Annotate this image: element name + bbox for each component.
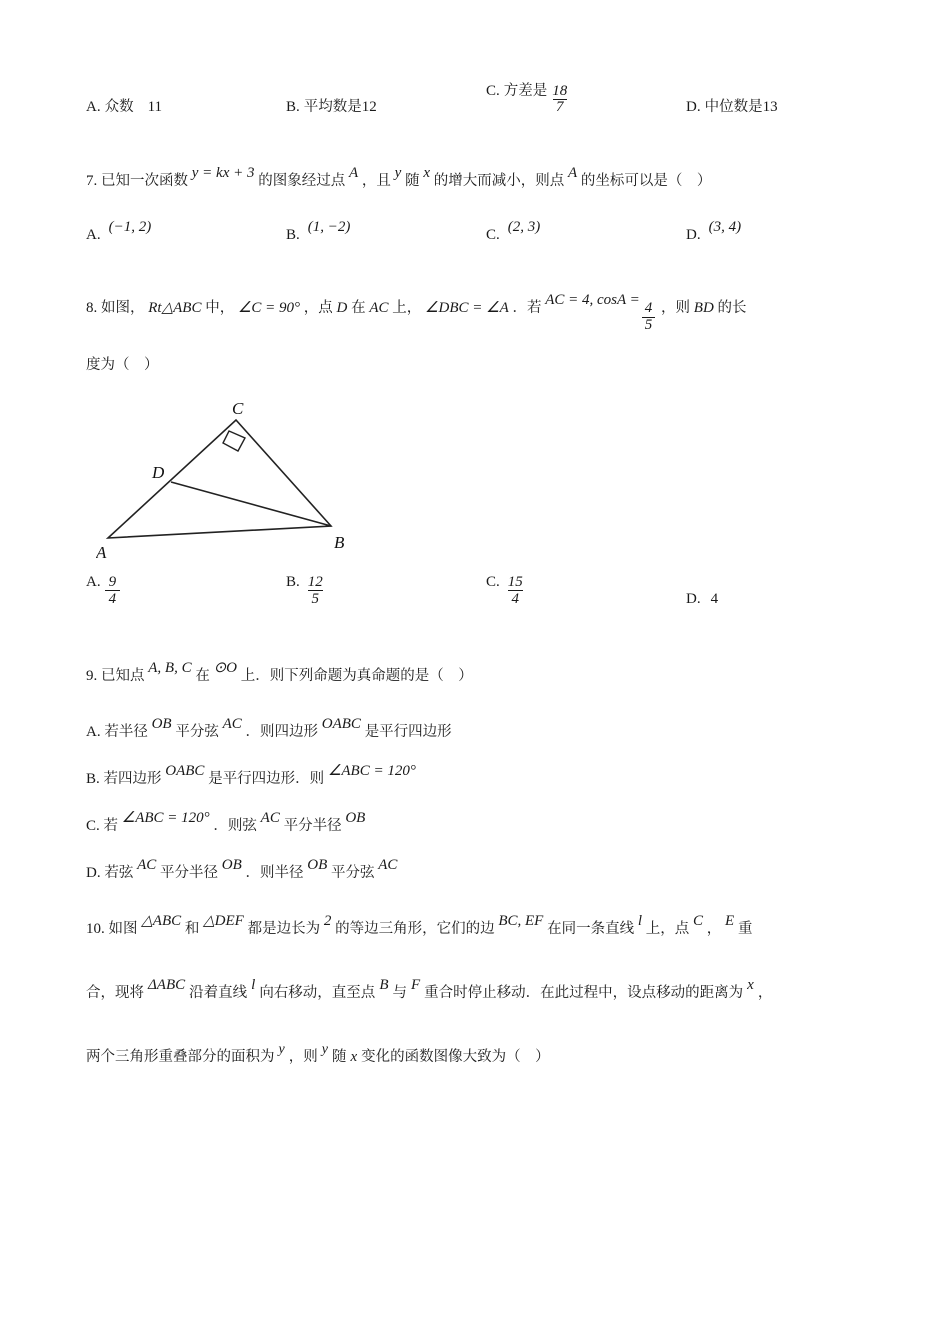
q9-option-d-label: D. xyxy=(86,864,101,881)
q9-option-d-t4: 平分弦 xyxy=(331,864,375,881)
q10-text-13: 重合时停止移动．在此过程中，设点移动的距离为 xyxy=(424,984,744,1001)
q6-option-c[interactable] xyxy=(486,79,686,117)
q8-text-9: 度为（ ） xyxy=(86,356,159,373)
exam-content xyxy=(86,58,876,1081)
q8-option-d[interactable] xyxy=(686,591,876,608)
q10-text-14: ， xyxy=(757,984,773,1001)
q6-options-row xyxy=(86,58,876,116)
q10-m3: 2 xyxy=(323,912,332,929)
label-c: C xyxy=(232,398,244,418)
q7-number: 7. xyxy=(86,173,98,189)
question-10 xyxy=(86,906,876,952)
q6-option-d-label: D. xyxy=(686,99,701,115)
q7-option-c-label: C. xyxy=(486,227,500,243)
q8-text-8: 的长 xyxy=(717,300,747,316)
q7-text-3: ，且 xyxy=(361,173,391,189)
q10-number: 10. xyxy=(86,920,105,937)
label-a: A xyxy=(96,542,107,562)
q8-angle-dbc: ∠DBC = ∠A xyxy=(425,300,509,316)
q8-text-3: ，点 xyxy=(303,300,333,316)
q7-option-d-value: (3, 4) xyxy=(708,219,742,235)
q8-option-c-fraction xyxy=(504,574,527,608)
q6-option-b-value: 12 xyxy=(361,99,377,115)
q9-option-d-m1: AC xyxy=(137,856,157,873)
q9-option-c-t1: 若 xyxy=(103,817,119,834)
q10-text-3: 都是边长为 xyxy=(247,920,321,937)
q8-option-b-numerator: 12 xyxy=(307,573,323,590)
q9-text-1: 已知点 xyxy=(101,667,145,684)
q7-option-a-label: A. xyxy=(86,227,101,243)
q9-option-a-m2: AC xyxy=(222,715,242,732)
q8-figure xyxy=(96,398,416,568)
right-angle-marker xyxy=(223,431,245,451)
q8-option-a-denominator: 4 xyxy=(105,590,121,608)
q9-option-a-t4: 是平行四边形 xyxy=(364,723,452,740)
q6-option-b-label: B. xyxy=(286,99,300,115)
q8-option-b-label: B. xyxy=(286,573,300,590)
q9-option-a-label: A. xyxy=(86,723,101,740)
q10-m11: F xyxy=(410,976,421,993)
q10-m6: C xyxy=(693,912,704,929)
q6-option-c-label: C. xyxy=(486,82,500,99)
q8-text-4: 在 xyxy=(351,300,366,316)
q9-option-c-m3: OB xyxy=(345,809,366,826)
q10-m13: y xyxy=(278,1041,285,1057)
q8-bd: BD xyxy=(693,300,714,316)
q9-option-c-label: C. xyxy=(86,817,100,834)
question-7 xyxy=(86,161,876,201)
q8-option-d-label: D. xyxy=(686,590,701,607)
q10-text-4: 的等边三角形，它们的边 xyxy=(335,920,495,937)
q7-options-row xyxy=(86,219,876,244)
q8-option-a-label: A. xyxy=(86,573,101,590)
q7-text-5: 的增大而减小，则点 xyxy=(433,173,565,189)
q10-text-1: 如图 xyxy=(108,920,138,937)
q8-text-1: 如图， xyxy=(101,300,145,316)
q7-option-b-label: B. xyxy=(286,227,300,243)
q9-option-c-m2: AC xyxy=(260,809,280,826)
q8-options-row xyxy=(86,574,876,608)
question-8 xyxy=(86,288,876,388)
q6-option-a-label: A. xyxy=(86,99,101,115)
q7-text-4: 随 xyxy=(405,173,420,189)
q6-option-c-text: 方差是 xyxy=(503,82,548,99)
q10-m14: y xyxy=(321,1041,328,1057)
q6-option-c-fraction xyxy=(549,84,570,117)
q7-option-c-value: (2, 3) xyxy=(507,219,541,235)
q8-option-c-denominator: 4 xyxy=(508,590,524,608)
q9-option-d-t3: ．则半径 xyxy=(245,864,304,881)
q8-given-numerator: 4 xyxy=(644,300,653,317)
q8-given-text: AC = 4, cosA = xyxy=(545,292,640,308)
q10-text-10: 沿着直线 xyxy=(189,984,248,1001)
q10-text-5: 在同一条直线 xyxy=(547,920,635,937)
q7-var-y: y xyxy=(394,165,402,181)
q8-point-d: D xyxy=(336,300,348,316)
q9-option-d-t1: 若弦 xyxy=(104,864,134,881)
q6-option-a[interactable] xyxy=(86,95,286,116)
q7-text-1: 已知一次函数 xyxy=(101,173,188,189)
q10-m2: △DEF xyxy=(203,912,244,929)
q10-m7: E xyxy=(725,912,735,929)
q7-text-2: 的图象经过点 xyxy=(258,173,346,189)
q7-point-a2: A xyxy=(567,165,578,181)
q10-m8: ΔABC xyxy=(148,976,186,993)
q9-option-c[interactable] xyxy=(86,809,876,835)
q9-option-c-m1: ∠ABC = 120° xyxy=(121,809,210,826)
q7-option-a-value: (−1, 2) xyxy=(108,219,152,235)
q9-option-a[interactable] xyxy=(86,715,876,741)
q8-text-2: 中， xyxy=(205,300,235,316)
q7-option-d[interactable] xyxy=(686,219,876,244)
q9-option-b-t2: 是平行四边形．则 xyxy=(208,770,325,787)
q9-option-b[interactable] xyxy=(86,762,876,788)
q9-option-b-label: B. xyxy=(86,770,100,787)
label-d: D xyxy=(152,462,165,482)
segment-db xyxy=(171,482,331,526)
q8-segment-ac: AC xyxy=(369,300,389,316)
q8-option-a[interactable] xyxy=(86,574,286,608)
q10-text-9: 合，现将 xyxy=(86,984,144,1001)
q9-text-3: 上．则下列命题为真命题的是（ ） xyxy=(240,667,473,684)
q10-m9: l xyxy=(251,976,256,993)
q7-var-x: x xyxy=(423,165,430,181)
q8-rt-triangle: Rt△ABC xyxy=(148,300,202,316)
q10-line-2 xyxy=(86,970,876,1016)
q9-option-c-t3: 平分半径 xyxy=(283,817,342,834)
q9-option-a-t2: 平分弦 xyxy=(175,723,219,740)
q8-text-5: 上， xyxy=(392,300,422,316)
q9-option-a-m3: OABC xyxy=(321,715,361,732)
q8-option-b-fraction xyxy=(304,574,327,608)
q9-option-d-t2: 平分半径 xyxy=(160,864,219,881)
q8-option-c-numerator: 15 xyxy=(507,573,523,590)
q9-option-a-t3: ．则四边形 xyxy=(245,723,319,740)
q10-m10: B xyxy=(379,976,389,993)
q8-given xyxy=(545,280,657,334)
q9-option-d-m2: OB xyxy=(221,856,242,873)
q9-option-b-t1: 若四边形 xyxy=(103,770,162,787)
q7-option-d-label: D. xyxy=(686,227,701,243)
q7-option-a[interactable] xyxy=(86,219,286,244)
q10-text-11: 向右移动，直至点 xyxy=(259,984,376,1001)
q6-option-b[interactable] xyxy=(286,95,486,116)
q6-option-b-text: 平均数是 xyxy=(303,99,362,115)
q9-option-d-m3: OB xyxy=(307,856,328,873)
q7-option-b[interactable] xyxy=(286,219,486,244)
q8-option-c[interactable] xyxy=(486,574,686,608)
q7-point-a: A xyxy=(348,165,359,181)
q10-text-6: 上，点 xyxy=(645,920,690,937)
q10-line-3 xyxy=(86,1034,876,1081)
question-9 xyxy=(86,656,876,696)
q6-option-c-denominator: 7 xyxy=(553,99,567,116)
q10-text-2: 和 xyxy=(184,920,200,937)
q10-text-18: 变化的函数图像大致为（ ） xyxy=(361,1048,550,1065)
q8-text-7: ，则 xyxy=(661,300,691,316)
q8-text-6: ．若 xyxy=(512,300,542,316)
q8-given-fraction xyxy=(642,301,656,334)
q9-number: 9. xyxy=(86,667,98,684)
q9-option-b-m1: OABC xyxy=(165,762,205,779)
triangle-abc xyxy=(108,420,331,538)
q9-option-c-t2: ．则弦 xyxy=(213,817,257,834)
q8-option-a-fraction xyxy=(105,574,121,608)
q7-text-6: 的坐标可以是（ ） xyxy=(580,173,712,189)
q8-option-a-numerator: 9 xyxy=(108,573,117,590)
q10-m12: x xyxy=(747,976,754,993)
q9-circle-o: ⊙O xyxy=(213,659,237,676)
q10-m15: x xyxy=(350,1048,358,1065)
q7-option-b-value: (1, −2) xyxy=(307,219,351,235)
q10-text-16: ，则 xyxy=(288,1048,318,1065)
q8-angle-c: ∠C = 90° xyxy=(237,300,301,316)
q10-text-7: ， xyxy=(706,920,722,937)
q10-m1: △ABC xyxy=(141,912,182,929)
q10-text-15: 两个三角形重叠部分的面积为 xyxy=(86,1048,275,1065)
q7-formula: y = kx + 3 xyxy=(191,165,255,181)
q8-option-b[interactable] xyxy=(286,574,486,608)
q8-option-c-label: C. xyxy=(486,573,500,590)
q9-points: A, B, C xyxy=(148,659,192,676)
q8-triangle-diagram xyxy=(96,398,416,568)
q7-option-c[interactable] xyxy=(486,219,686,244)
q6-option-d-text: 中位数是 xyxy=(704,99,763,115)
q10-text-12: 与 xyxy=(392,984,407,1001)
q9-text-2: 在 xyxy=(195,667,210,684)
label-b: B xyxy=(334,532,345,552)
q9-option-d[interactable] xyxy=(86,856,876,882)
q6-option-c-numerator: 18 xyxy=(552,82,568,99)
q6-option-d-value: 13 xyxy=(762,99,778,115)
q6-option-d[interactable] xyxy=(686,95,876,116)
q9-option-a-t1: 若半径 xyxy=(104,723,148,740)
q8-number: 8. xyxy=(86,300,98,316)
q6-option-a-text: 众数 xyxy=(104,99,134,115)
q10-text-17: 随 xyxy=(331,1048,347,1065)
q6-option-a-value: 11 xyxy=(147,99,163,115)
q8-given-denominator: 5 xyxy=(642,317,656,334)
q9-option-b-m2: ∠ABC = 120° xyxy=(327,762,416,779)
q9-option-a-m1: OB xyxy=(151,715,172,732)
q9-option-d-m4: AC xyxy=(378,856,398,873)
q8-option-d-value: 4 xyxy=(710,590,719,607)
q10-text-8: 重 xyxy=(737,920,753,937)
q10-m5: l xyxy=(637,912,642,929)
q10-m4: BC, EF xyxy=(498,912,544,929)
q8-option-b-denominator: 5 xyxy=(308,590,324,608)
